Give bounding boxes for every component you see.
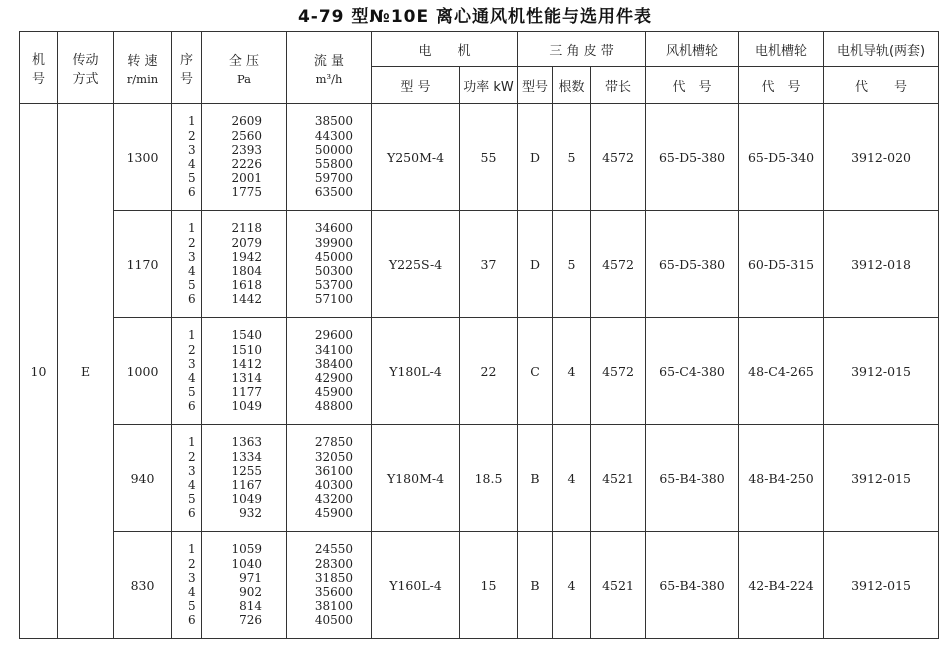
fan-pulley-cell: 65-D5-380 (646, 211, 739, 318)
seq-cell-value: 3 (188, 356, 196, 371)
header-belt: 三 角 皮 带 (518, 32, 646, 67)
pressure-cell-value: 1618 (231, 278, 262, 293)
pressure-cell-value: 1804 (231, 264, 262, 278)
seq-cell (172, 532, 202, 639)
seq-cell-value: 4 (188, 264, 196, 278)
flow-cell-value: 35600 (314, 585, 353, 599)
seq-cell-value: 3 (188, 570, 196, 585)
pressure-cell-value: 932 (239, 506, 262, 521)
pressure-cell-value: 1167 (231, 478, 262, 492)
flow-cell-value: 34100 (314, 342, 353, 357)
pressure-cell-value: 2001 (231, 171, 262, 186)
belt-length-cell: 4521 (591, 425, 646, 532)
flow-cell-value: 38500 (314, 114, 353, 129)
flow-cell-value: 45900 (314, 385, 353, 400)
motor-model-cell: Y225S-4 (372, 211, 460, 318)
header-motor-model: 型 号 (372, 67, 460, 104)
flow-cell-value: 40300 (314, 478, 353, 492)
pressure-cell-value: 1775 (231, 185, 262, 200)
motor-pulley-cell: 48-C4-265 (739, 318, 824, 425)
flow-cell-value: 45000 (314, 249, 353, 264)
motor-power-cell: 55 (460, 104, 518, 211)
pressure-cell-value: 2560 (231, 128, 262, 143)
pressure-cell-value: 2079 (231, 235, 262, 250)
machine-no-cell: 10 (20, 104, 58, 639)
seq-cell-value: 1 (188, 114, 196, 129)
flow-cell-value: 42900 (314, 371, 353, 385)
fan-pulley-cell: 65-D5-380 (646, 104, 739, 211)
belt-model-cell: B (518, 532, 553, 639)
pressure-cell-value: 902 (239, 585, 262, 599)
belt-count-cell: 5 (553, 211, 591, 318)
flow-cell-value: 44300 (314, 128, 353, 143)
seq-cell-value: 6 (188, 292, 196, 307)
flow-cell-value: 31850 (314, 570, 353, 585)
pressure-cell-value: 2226 (231, 157, 262, 171)
belt-model-cell: D (518, 104, 553, 211)
seq-cell-value: 5 (188, 171, 196, 186)
pressure-cell-value: 1412 (231, 356, 262, 371)
motor-model-cell: Y180M-4 (372, 425, 460, 532)
pressure-cell-value: 1363 (231, 435, 262, 450)
pressure-cell-value: 2609 (231, 114, 262, 129)
flow-cell-value: 48800 (314, 399, 353, 414)
pressure-cell-value: 1059 (231, 542, 262, 557)
header-seq: 序 号 (172, 32, 202, 104)
motor-power-cell: 15 (460, 532, 518, 639)
pressure-cell (202, 211, 287, 318)
pressure-cell (202, 104, 287, 211)
header-belt-model: 型号 (518, 67, 553, 104)
belt-length-cell: 4572 (591, 104, 646, 211)
header-motor-pulley: 电机槽轮 (739, 32, 824, 67)
flow-cell (287, 425, 372, 532)
belt-count-cell: 4 (553, 532, 591, 639)
seq-cell-value: 6 (188, 185, 196, 200)
flow-cell-value: 36100 (314, 463, 353, 478)
flow-cell-value: 38400 (314, 356, 353, 371)
pressure-cell (202, 532, 287, 639)
seq-cell (172, 104, 202, 211)
flow-cell (287, 318, 372, 425)
table-row (20, 104, 939, 211)
header-motor-rail: 电机导轨(两套) (824, 32, 939, 67)
belt-count-cell: 4 (553, 318, 591, 425)
seq-cell (172, 318, 202, 425)
seq-cell (172, 211, 202, 318)
pressure-cell-value: 1334 (231, 449, 262, 464)
speed-cell: 830 (114, 532, 172, 639)
seq-cell-value: 5 (188, 492, 196, 507)
flow-cell-value: 27850 (314, 435, 353, 450)
motor-model-cell: Y250M-4 (372, 104, 460, 211)
motor-pulley-cell: 60-D5-315 (739, 211, 824, 318)
pressure-cell-value: 1049 (231, 399, 262, 414)
belt-count-cell: 5 (553, 104, 591, 211)
seq-cell-value: 6 (188, 506, 196, 521)
table-row (20, 318, 939, 425)
flow-cell-value: 43200 (314, 492, 353, 507)
flow-cell-value: 29600 (314, 328, 353, 343)
seq-cell-value: 2 (188, 235, 196, 250)
motor-model-cell: Y160L-4 (372, 532, 460, 639)
belt-length-cell: 4521 (591, 532, 646, 639)
motor-rail-cell: 3912-015 (824, 425, 939, 532)
speed-cell: 1000 (114, 318, 172, 425)
pressure-cell-value: 1040 (231, 556, 262, 571)
flow-cell-value: 63500 (314, 185, 353, 200)
seq-cell-value: 2 (188, 342, 196, 357)
flow-cell-value: 53700 (314, 278, 353, 293)
flow-cell-value: 57100 (314, 292, 353, 307)
flow-cell-value: 34600 (314, 221, 353, 236)
pressure-cell-value: 1255 (231, 463, 262, 478)
flow-cell-value: 59700 (314, 171, 353, 186)
header-flow: 流 量 m³/h (287, 32, 372, 104)
flow-cell-value: 50300 (314, 264, 353, 278)
speed-cell: 1170 (114, 211, 172, 318)
header-machine-no: 机 号 (20, 32, 58, 104)
drive-cell: E (58, 104, 114, 639)
seq-cell-value: 5 (188, 385, 196, 400)
speed-cell: 1300 (114, 104, 172, 211)
seq-cell-value: 2 (188, 556, 196, 571)
motor-rail-cell: 3912-020 (824, 104, 939, 211)
speed-cell: 940 (114, 425, 172, 532)
seq-cell-value: 4 (188, 157, 196, 171)
header-belt-count: 根数 (553, 67, 591, 104)
fan-pulley-cell: 65-C4-380 (646, 318, 739, 425)
seq-cell (172, 425, 202, 532)
header-belt-length: 带长 (591, 67, 646, 104)
belt-model-cell: B (518, 425, 553, 532)
fan-pulley-cell: 65-B4-380 (646, 425, 739, 532)
flow-cell-value: 40500 (314, 613, 353, 628)
seq-cell-value: 6 (188, 613, 196, 628)
seq-cell-value: 6 (188, 399, 196, 414)
motor-power-cell: 37 (460, 211, 518, 318)
header-motor-rail-code: 代 号 (824, 67, 939, 104)
pressure-cell (202, 318, 287, 425)
seq-cell-value: 3 (188, 142, 196, 157)
pressure-cell-value: 1942 (231, 249, 262, 264)
seq-cell-value: 4 (188, 371, 196, 385)
belt-model-cell: D (518, 211, 553, 318)
motor-pulley-cell: 48-B4-250 (739, 425, 824, 532)
flow-cell-value: 39900 (314, 235, 353, 250)
pressure-cell-value: 2393 (231, 142, 262, 157)
seq-cell-value: 5 (188, 278, 196, 293)
header-motor-power: 功率 kW (460, 67, 518, 104)
pressure-cell-value: 1177 (231, 385, 262, 400)
seq-cell-value: 3 (188, 249, 196, 264)
seq-cell-value: 2 (188, 449, 196, 464)
header-speed: 转 速 r/min (114, 32, 172, 104)
fan-pulley-cell: 65-B4-380 (646, 532, 739, 639)
header-drive: 传动 方式 (58, 32, 114, 104)
flow-cell-value: 50000 (314, 142, 353, 157)
performance-table (19, 31, 939, 639)
header-pressure: 全 压 Pa (202, 32, 287, 104)
pressure-cell-value: 971 (239, 570, 262, 585)
pressure-cell-value: 1314 (231, 371, 262, 385)
pressure-cell-value: 1510 (231, 342, 262, 357)
seq-cell-value: 3 (188, 463, 196, 478)
flow-cell-value: 38100 (314, 599, 353, 614)
seq-cell-value: 5 (188, 599, 196, 614)
header-motor-pulley-code: 代 号 (739, 67, 824, 104)
pressure-cell-value: 1049 (231, 492, 262, 507)
motor-pulley-cell: 65-D5-340 (739, 104, 824, 211)
table-row (20, 211, 939, 318)
pressure-cell-value: 2118 (231, 221, 262, 236)
seq-cell-value: 1 (188, 435, 196, 450)
table-title: 4-79 型№10E 离心通风机性能与选用件表 (297, 7, 653, 27)
header-motor: 电 机 (372, 32, 518, 67)
belt-count-cell: 4 (553, 425, 591, 532)
seq-cell-value: 4 (188, 585, 196, 599)
flow-cell (287, 532, 372, 639)
motor-rail-cell: 3912-018 (824, 211, 939, 318)
motor-rail-cell: 3912-015 (824, 532, 939, 639)
motor-power-cell: 22 (460, 318, 518, 425)
belt-length-cell: 4572 (591, 318, 646, 425)
seq-cell-value: 2 (188, 128, 196, 143)
motor-power-cell: 18.5 (460, 425, 518, 532)
flow-cell (287, 211, 372, 318)
flow-cell (287, 104, 372, 211)
flow-cell-value: 45900 (314, 506, 353, 521)
pressure-cell-value: 1540 (231, 328, 262, 343)
flow-cell-value: 32050 (314, 449, 353, 464)
pressure-cell (202, 425, 287, 532)
header-fan-pulley: 风机槽轮 (646, 32, 739, 67)
belt-model-cell: C (518, 318, 553, 425)
pressure-cell-value: 726 (239, 613, 262, 628)
header-fan-pulley-code: 代 号 (646, 67, 739, 104)
pressure-cell-value: 1442 (231, 292, 262, 307)
motor-model-cell: Y180L-4 (372, 318, 460, 425)
seq-cell-value: 4 (188, 478, 196, 492)
table-row (20, 425, 939, 532)
belt-length-cell: 4572 (591, 211, 646, 318)
table-row (20, 532, 939, 639)
flow-cell-value: 24550 (314, 542, 353, 557)
seq-cell-value: 1 (188, 328, 196, 343)
flow-cell-value: 55800 (314, 157, 353, 171)
pressure-cell-value: 814 (239, 599, 262, 614)
motor-pulley-cell: 42-B4-224 (739, 532, 824, 639)
seq-cell-value: 1 (188, 542, 196, 557)
flow-cell-value: 28300 (314, 556, 353, 571)
seq-cell-value: 1 (188, 221, 196, 236)
motor-rail-cell: 3912-015 (824, 318, 939, 425)
